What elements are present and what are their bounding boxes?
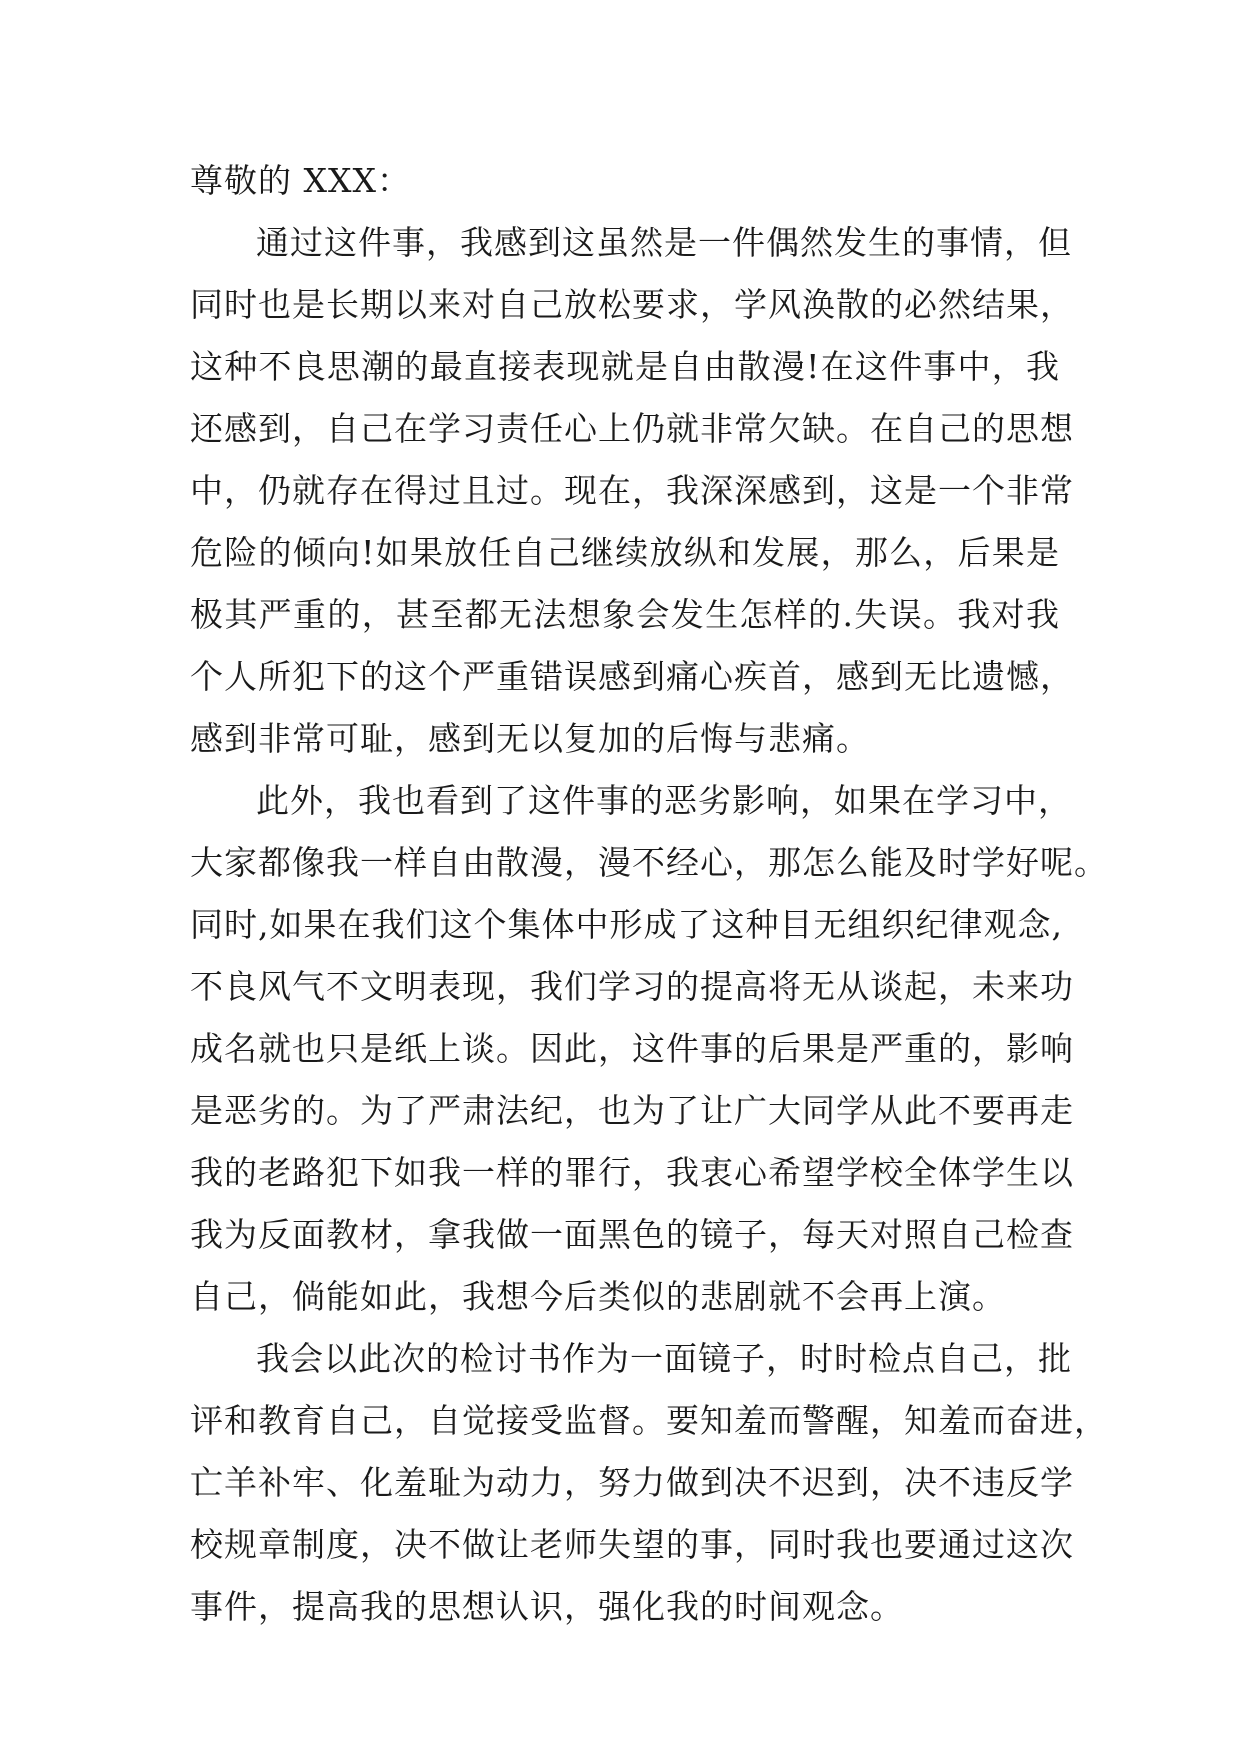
paragraph-line: 事件，提高我的思想认识，强化我的时间观念。 <box>190 1587 904 1626</box>
paragraph-line: 不良风气不文明表现，我们学习的提高将无从谈起，未来功 <box>190 967 1074 1006</box>
paragraph-line: 极其严重的，甚至都无法想象会发生怎样的.失误。我对我 <box>190 595 1060 634</box>
paragraph-3 <box>190 1328 1108 1638</box>
paragraph-line: 我为反面教材，拿我做一面黑色的镜子，每天对照自己检查 <box>190 1215 1074 1254</box>
paragraph-line: 中，仍就存在得过且过。现在，我深深感到，这是一个非常 <box>190 471 1074 510</box>
paragraph-line: 这种不良思潮的最直接表现就是自由散漫!在这件事中，我 <box>190 347 1060 386</box>
paragraph-line: 我会以此次的检讨书作为一面镜子，时时检点自己，批 <box>256 1339 1072 1378</box>
paragraph-1 <box>190 212 1074 770</box>
paragraph-line: 评和教育自己，自觉接受监督。要知羞而警醒，知羞而奋进， <box>190 1401 1108 1440</box>
paragraph-line: 此外，我也看到了这件事的恶劣影响，如果在学习中， <box>256 781 1072 820</box>
paragraph-line: 亡羊补牢、化羞耻为动力，努力做到决不迟到，决不违反学 <box>190 1463 1074 1502</box>
paragraph-line: 我的老路犯下如我一样的罪行，我衷心希望学校全体学生以 <box>190 1153 1074 1192</box>
paragraph-line: 感到非常可耻，感到无以复加的后悔与悲痛。 <box>190 719 870 758</box>
paragraph-line: 自己，倘能如此，我想今后类似的悲剧就不会再上演。 <box>190 1277 1006 1316</box>
paragraph-line: 通过这件事，我感到这虽然是一件偶然发生的事情，但 <box>256 223 1072 262</box>
paragraph-line: 危险的倾向!如果放任自己继续放纵和发展，那么，后果是 <box>190 533 1060 572</box>
paragraph-line: 同时也是长期以来对自己放松要求，学风涣散的必然结果， <box>190 285 1074 324</box>
paragraph-line: 是恶劣的。为了严肃法纪，也为了让广大同学从此不要再走 <box>190 1091 1074 1130</box>
letter-body <box>190 150 1108 1638</box>
paragraph-line: 大家都像我一样自由散漫，漫不经心，那怎么能及时学好呢。 <box>190 843 1108 882</box>
paragraph-line: 还感到，自己在学习责任心上仍就非常欠缺。在自己的思想 <box>190 409 1074 448</box>
paragraph-line: 成名就也只是纸上谈。因此，这件事的后果是严重的，影响 <box>190 1029 1074 1068</box>
paragraph-2 <box>190 770 1108 1328</box>
paragraph-line: 同时,如果在我们这个集体中形成了这种目无组织纪律观念, <box>190 905 1063 944</box>
paragraph-line: 校规章制度，决不做让老师失望的事，同时我也要通过这次 <box>190 1525 1074 1564</box>
salutation: 尊敬的 XXX： <box>190 161 411 200</box>
paragraph-line: 个人所犯下的这个严重错误感到痛心疾首，感到无比遗憾， <box>190 657 1074 696</box>
